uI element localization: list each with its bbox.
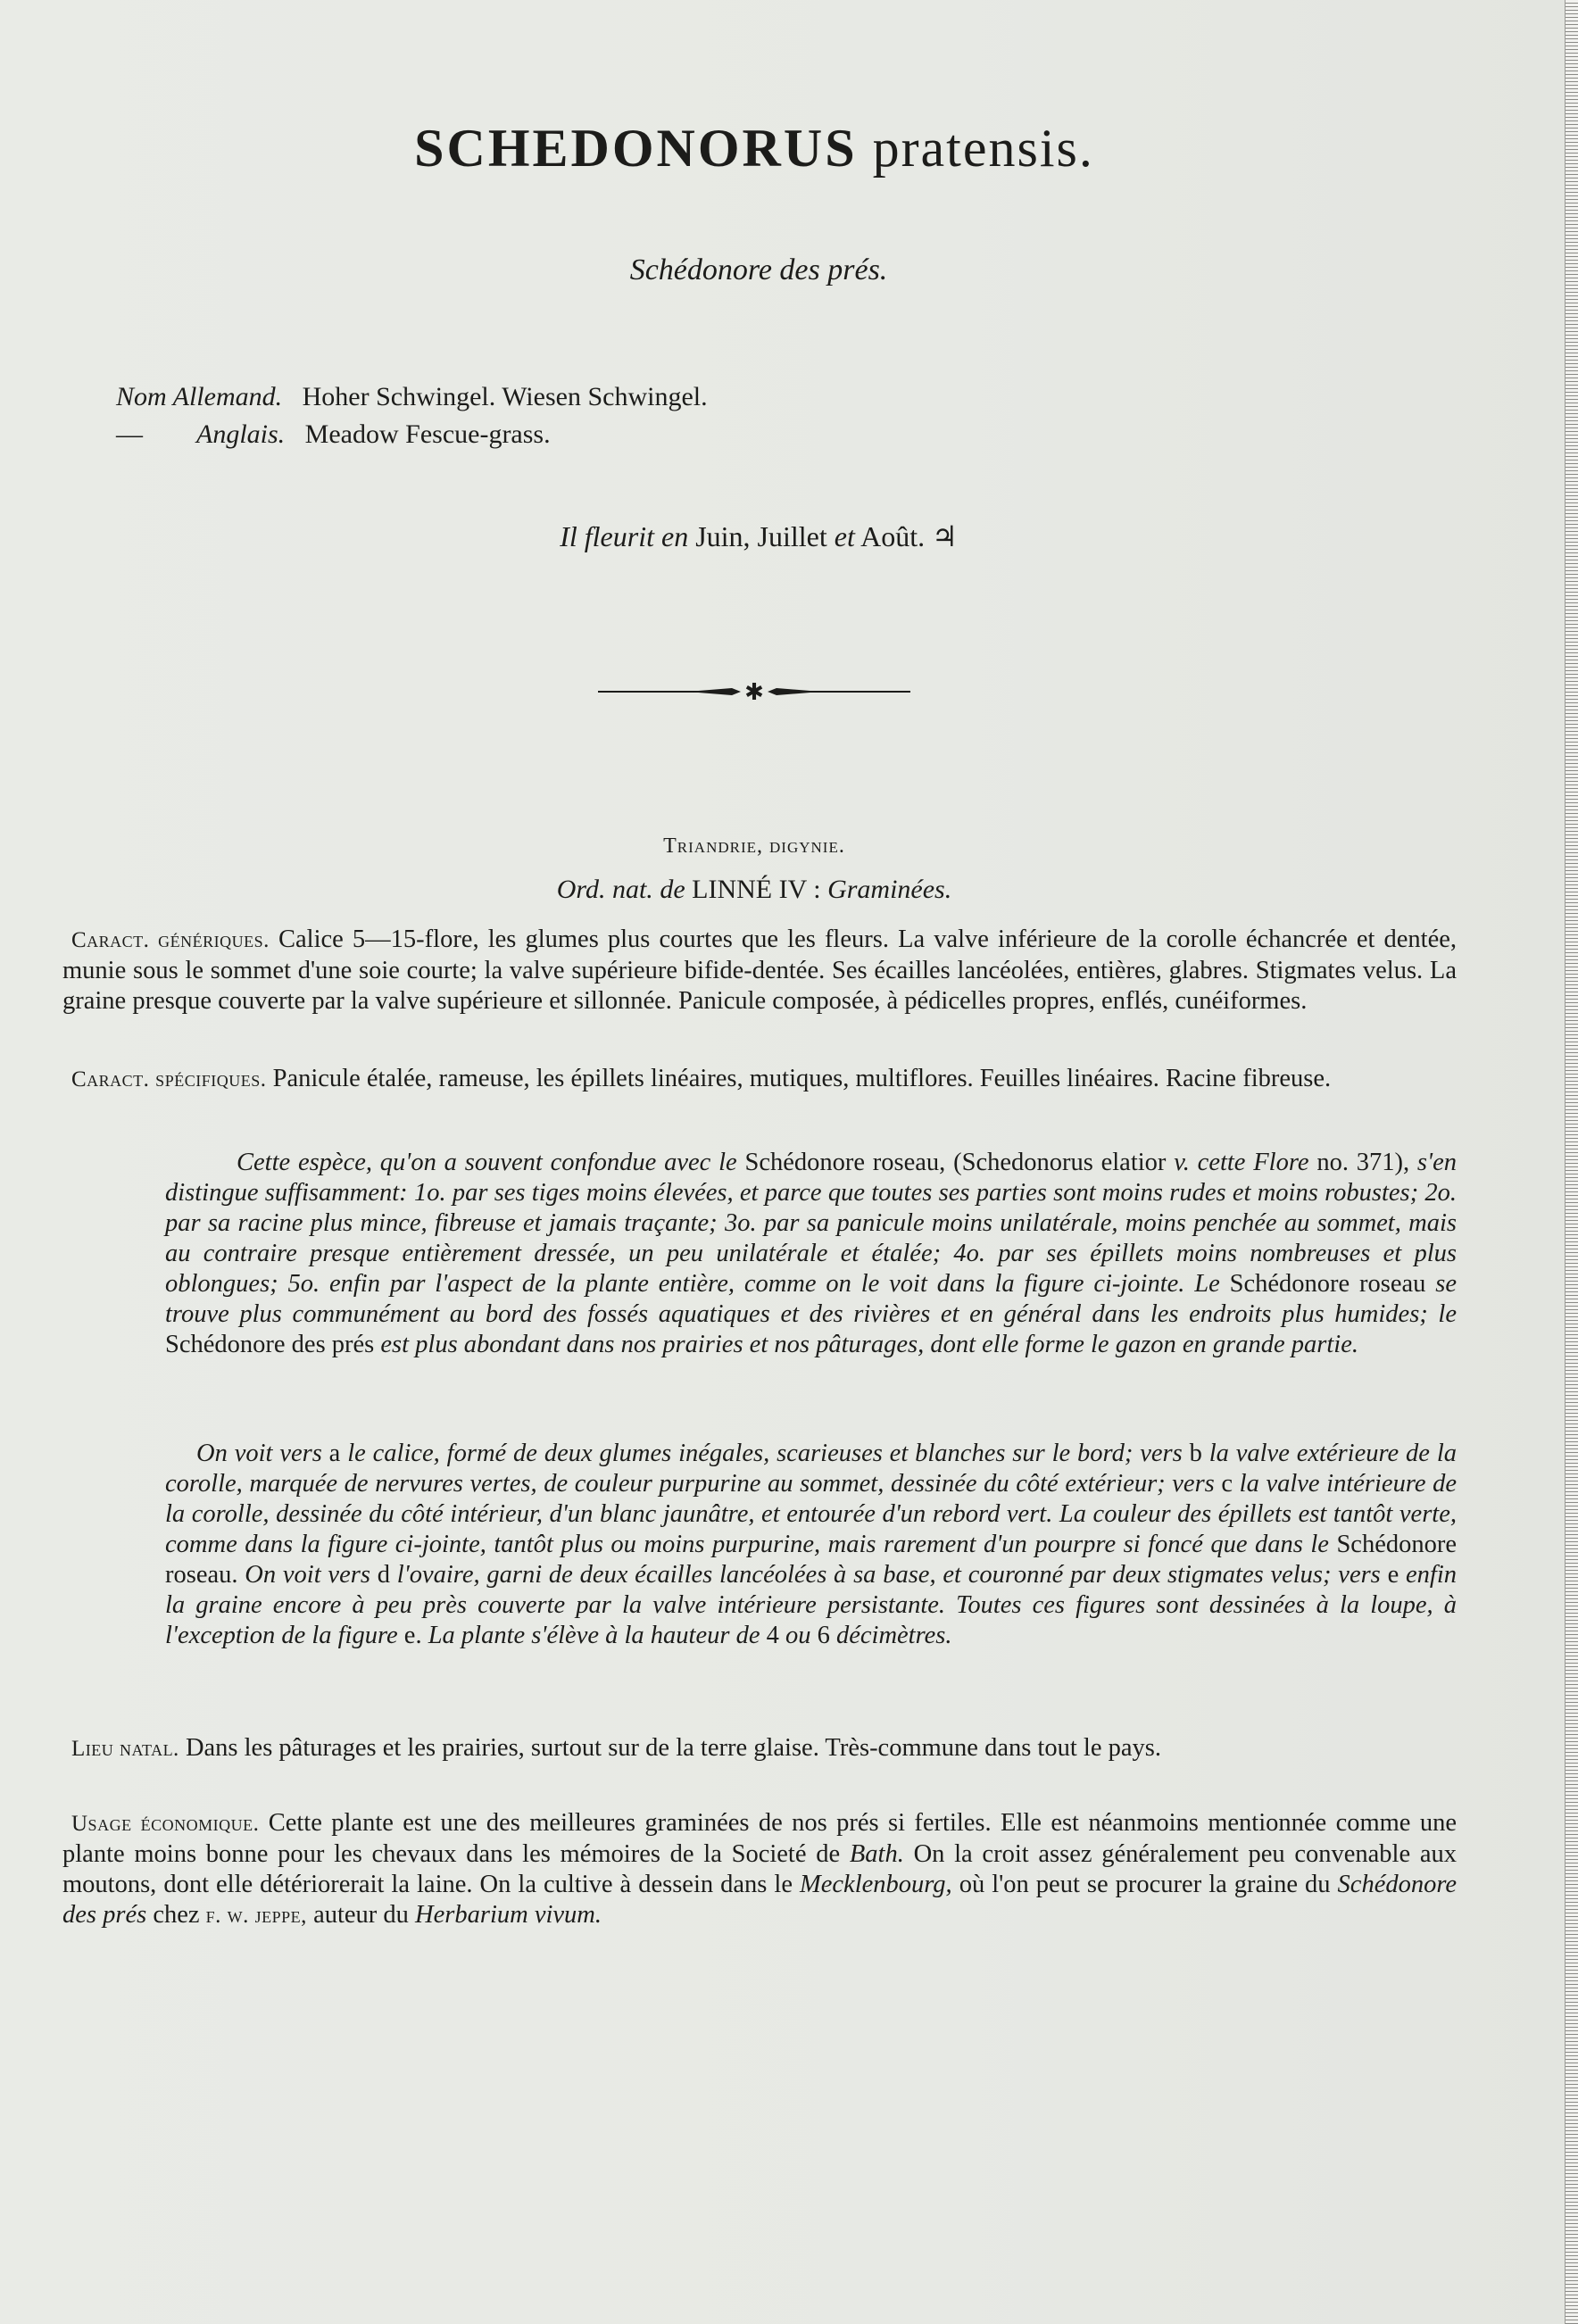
description-paragraph-1 [62,1148,1457,1360]
english-value: Meadow Fescue-grass. [304,419,551,449]
desc2-text-h: Schédonore roseau. [165,1531,1457,1589]
flowering-line [0,519,1517,553]
linnaean-class: Triandrie, digynie. [663,834,845,858]
figure-ref-b: b [1189,1440,1202,1467]
german-label: Nom Allemand. [116,382,283,411]
desc2-text-e: la valve extérieure de la corolle, marquée de nervures vertes, de couleur purpurine au sommet, dessinée du côté extérieur; vers [165,1440,1457,1498]
desc2-text-k: l'ovaire, garni de deux écailles lancéolées à sa base, et couronné par deux stigmates velus; vers [396,1561,1381,1589]
specific-characters [62,1064,1457,1095]
english-name-row [116,416,708,453]
specific-text: Panicule étalée, rameuse, les épillets linéaires, mutiques, multiflores. Feuilles linéaires. Racine fibreuse. [272,1065,1332,1092]
order-author: LINNÉ [692,875,773,904]
desc2-text-g: la valve intérieure de la corolle, dessinée du côté intérieur, d'un blanc jaunâtre, et entourée d'un rebord vert. La couleur des épillets est tantôt verte, comme dans la figure ci-jointe, tantôt plus ou moins purpurine, mais rarement d'un pourpre si foncé que dans le [165,1470,1458,1558]
common-name: Schédonore des prés. [629,253,888,286]
order-de: de [660,875,685,904]
usage-text-h: f. w. jeppe, [205,1904,307,1928]
generic-heading: Caract. génériques. [71,928,270,952]
specific-heading: Caract. spécifiques. [71,1067,267,1091]
figure-ref-c: c [1221,1470,1233,1498]
desc2-text-a: On voit vers [196,1440,322,1467]
genus-name: SCHEDONORUS [414,119,858,178]
desc1-text-d: no. 371), [1316,1149,1410,1176]
desc1-text-c: v. cette Flore [1174,1149,1309,1176]
generic-text: Calice 5—15-flore, les glumes plus courtes que les fleurs. La valve inférieure de la corolle échancrée et dentée, munie sous le sommet d'une soie courte; la valve supérieure bifide-dentée. Ses écailles lancéolées, entières, glabres. Stigmates velus. La graine presque couverte par la valve supérieure et sillonnée. Panicule composée, à pédicelles propres, enflés, cunéiformes. [62,925,1458,1015]
usage-text-g: chez [153,1901,200,1929]
svg-text:✱: ✱ [744,679,764,705]
desc1-text-b: Schédonore roseau, (Schedonorus elatior [744,1149,1167,1176]
species-name: pratensis. [857,119,1094,178]
desc2-text-i: On voit vers [245,1561,370,1589]
figure-ref-e2: e. [403,1622,422,1649]
usage-heading: Usage économique. [71,1812,260,1836]
flowering-month-last: Août. [860,520,926,552]
description-paragraph-2 [62,1439,1457,1651]
usage-text-i: auteur du [313,1901,409,1929]
figure-ref-d: d [377,1561,390,1589]
desc2-text-m: enfin la graine encore à peu près couverte par la valve intérieure persistante. Toutes ces figures sont dessinées à la loupe, à l'exception de la figure [165,1561,1457,1649]
flowering-lead: Il fleurit [560,520,654,552]
ornament-divider [598,678,910,705]
generic-characters [62,925,1457,1017]
usage-text-f: Schédonore des prés [62,1871,1458,1929]
desc1-text-a: Cette espèce, qu'on a souvent confondue avec le [237,1149,737,1176]
flowering-en: en [660,520,689,552]
desc2-text-q: ou [785,1622,811,1649]
height-max: 6 [817,1622,830,1649]
order-prefix: Ord. nat. [556,875,653,904]
height-min: 4 [766,1622,779,1649]
figure-ref-e: e [1387,1561,1399,1589]
economic-use-paragraph [62,1808,1457,1931]
desc1-text-g: se trouve plus communément au bord des fossés aquatiques et des rivières et en général dans les endroits plus humides; le [165,1270,1458,1328]
desc1-text-i: est plus abondant dans nos prairies et nos pâturages, dont elle forme le gazon en grande partie. [380,1331,1358,1358]
natural-order [0,875,1508,905]
flowering-et: et [834,520,855,552]
page-title [0,118,1508,179]
english-label: Anglais. [196,419,286,449]
desc2-text-o: La plante s'élève à la hauteur de [428,1622,760,1649]
vernacular-names [116,378,708,453]
habitat-paragraph [62,1733,1457,1764]
usage-text-a: Cette plante est une des meilleures graminées de nos prés si fertiles. Elle est néanmoins mentionnée comme une plante moins bonne pour les chevaux dans les mémoires de la Societé de [62,1809,1457,1868]
page-edge [1565,0,1578,2324]
desc2-text-c: le calice, formé de deux glumes inégales, scarieuses et blanches sur le bord; vers [347,1440,1183,1467]
desc1-text-h: Schédonore des prés [165,1331,375,1358]
order-number: IV : [778,875,821,904]
desc1-text-e: s'en distingue suffisamment: 1o. par ses tiges moins élevées, et parce que toutes ses parties sont moins rudes et moins robustes; 2o. par sa racine plus mince, fibreuse et jamais traçante; 3o. par sa panicule moins unilatérale, moins penchée au sommet, mais au contraire presque entièrement dressée, un peu unilatérale et étalée; 4o. par ses épillets moins nombreuses et plus oblongues; 5o. enfin par l'aspect de la plante entière, comme on le voit dans la figure ci-jointe. Le [165,1149,1457,1298]
usage-text-b: Bath. [849,1840,904,1868]
order-family: Graminées. [827,875,952,904]
usage-text-c: On la croit assez généralement peu convenable aux moutons, dont elle détériorerait la laine. On la cultive à dessein dans le [62,1840,1457,1898]
usage-text-j: Herbarium vivum. [415,1901,602,1929]
ditto-dash: — [116,419,143,449]
german-value: Hoher Schwingel. Wiesen Schwingel. [302,382,708,411]
perennial-symbol: ♃ [932,520,958,552]
usage-text-d: Mecklenbourg, [800,1871,952,1898]
desc2-text-s: décimètres. [835,1622,952,1649]
habitat-heading: Lieu natal. [71,1737,179,1761]
german-name-row [116,378,708,416]
desc1-text-f: Schédonore roseau [1229,1270,1426,1298]
usage-text-e: où l'on peut se procurer la graine du [959,1871,1331,1898]
flowering-months: Juin, Juillet [695,520,827,552]
habitat-text: Dans les pâturages et les prairies, surtout sur de la terre glaise. Très-commune dans tout le pays. [185,1734,1161,1762]
figure-ref-a: a [328,1440,341,1467]
